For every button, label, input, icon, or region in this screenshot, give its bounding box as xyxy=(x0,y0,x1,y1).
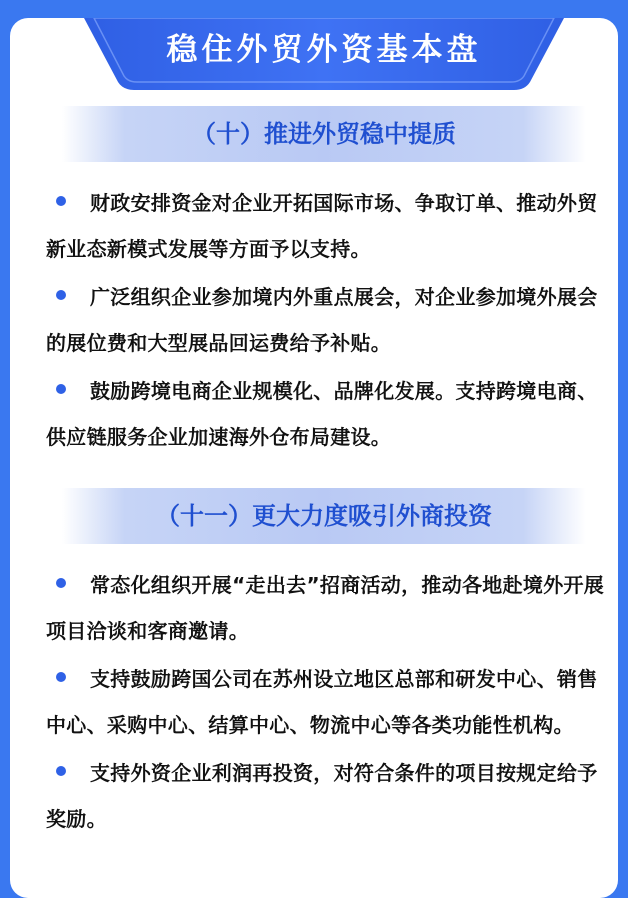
list-item: 鼓励跨境电商企业规模化、品牌化发展。支持跨境电商、供应链服务企业加速海外仓布局建设。 xyxy=(46,379,598,449)
section-heading-2-text: （十一）更大力度吸引外商投资 xyxy=(156,502,492,530)
list-item: 广泛组织企业参加境内外重点展会，对企业参加境外展会的展位费和大型展品回运费给予补贴。 xyxy=(46,285,598,355)
section-heading-2 xyxy=(62,488,586,544)
bullet-dot-icon xyxy=(56,578,66,588)
bullet-dot-icon xyxy=(56,290,66,300)
bullet-dot-icon xyxy=(56,766,66,776)
list-item: 财政安排资金对企业开拓国际市场、争取订单、推动外贸新业态新模式发展等方面予以支持。 xyxy=(46,191,598,261)
bullet-dot-icon xyxy=(56,384,66,394)
section-heading-1-text: （十）推进外贸稳中提质 xyxy=(192,120,456,148)
bullet-dot-icon xyxy=(56,196,66,206)
section-2-list xyxy=(46,562,606,842)
list-item: 常态化组织开展“走出去”招商活动，推动各地赴境外开展项目洽谈和客商邀请。 xyxy=(46,573,605,643)
content-card xyxy=(10,18,618,898)
page-title: 稳住外贸外资基本盘 xyxy=(166,32,482,68)
bullet-dot-icon xyxy=(56,672,66,682)
section-1-list xyxy=(46,180,606,460)
list-item: 支持外资企业利润再投资，对符合条件的项目按规定给予奖励。 xyxy=(46,761,598,831)
list-item: 支持鼓励跨国公司在苏州设立地区总部和研发中心、销售中心、采购中心、结算中心、物流中心等各类功能性机构。 xyxy=(46,667,598,737)
title-banner xyxy=(84,18,564,94)
section-heading-1 xyxy=(62,106,586,162)
